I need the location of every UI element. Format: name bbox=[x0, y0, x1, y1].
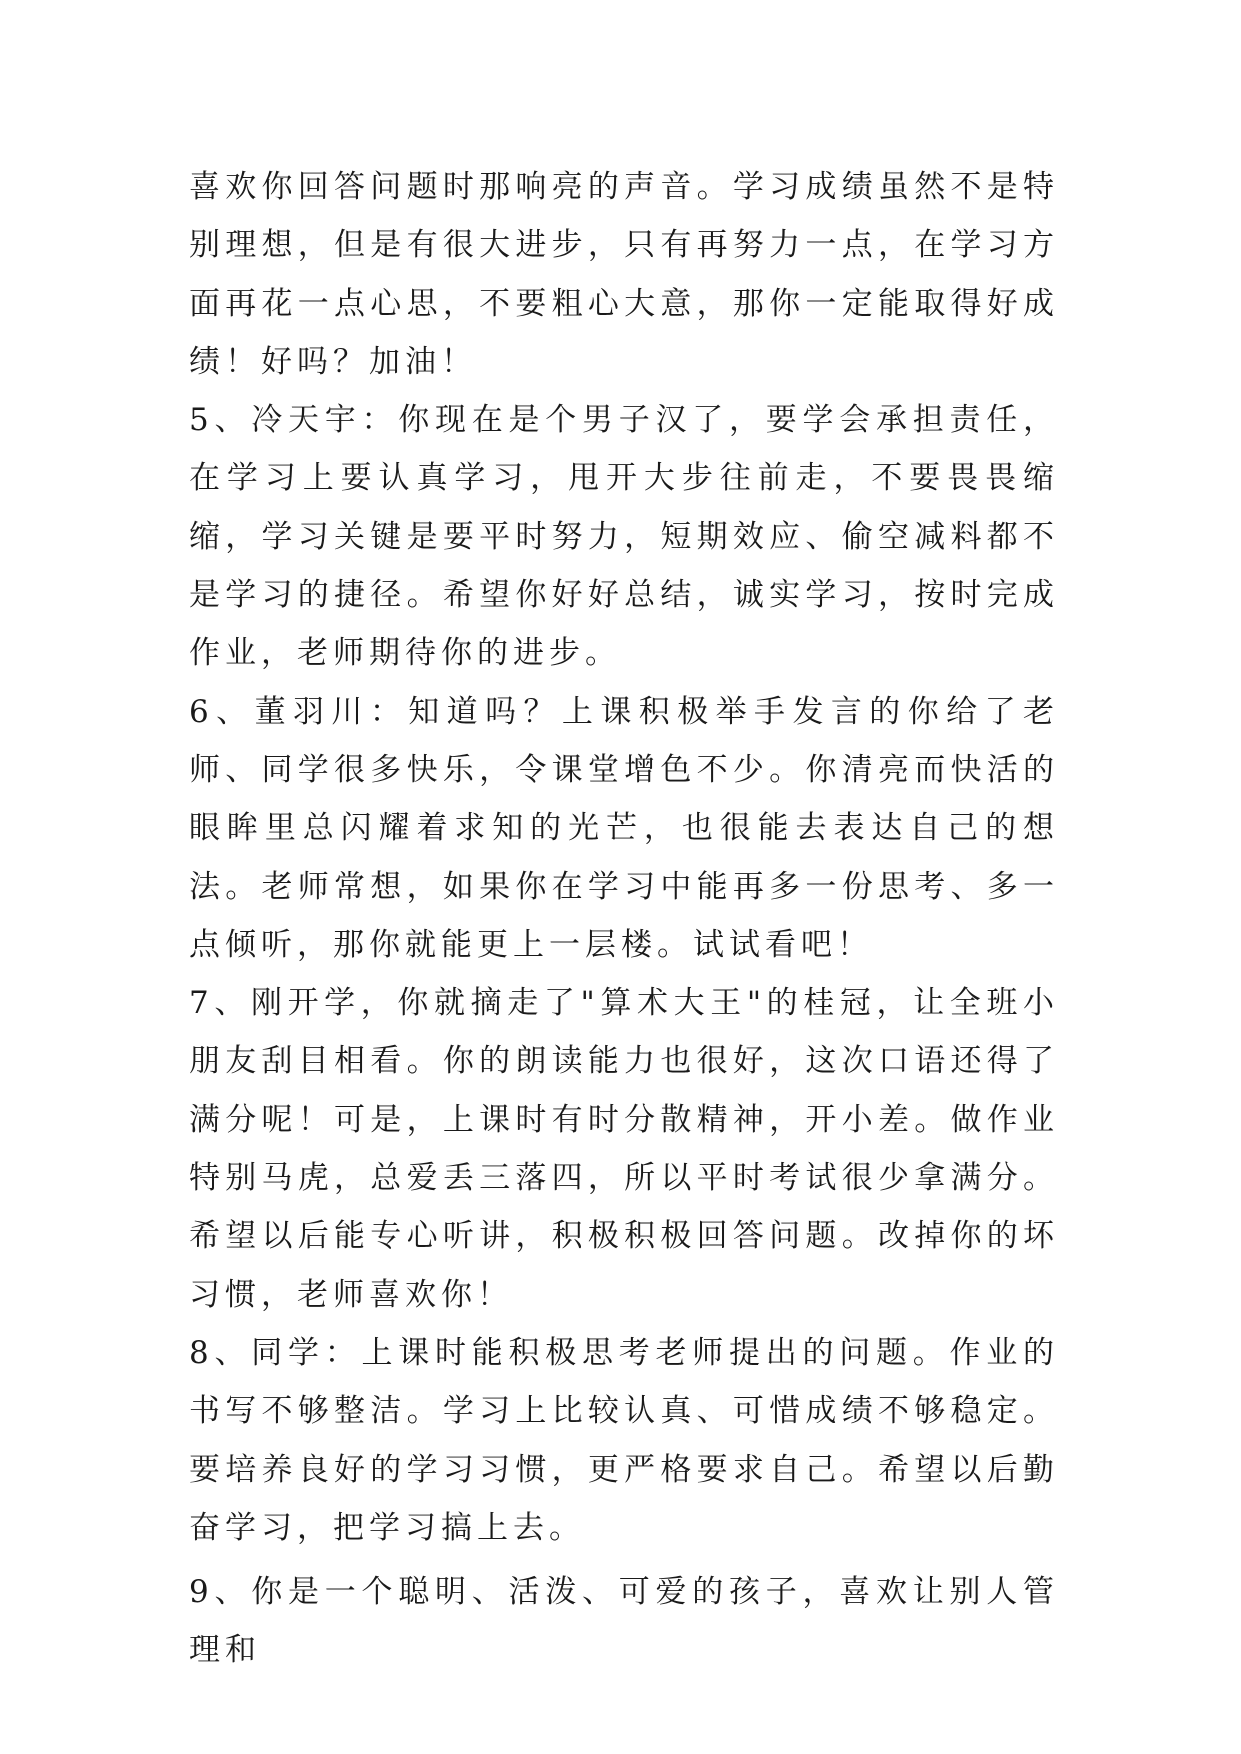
paragraph-item-6: 6、董羽川：知道吗？上课积极举手发言的你给了老师、同学很多快乐，令课堂增色不少。你清亮而快活的眼眸里总闪耀着求知的光芒，也很能去表达自己的想法。老师常想，如果你在学习中能再多一份思考、多一点倾听，那你就能更上一层楼。试试看吧！ bbox=[189, 693, 1059, 963]
paragraph-continuation: 喜欢你回答问题时那响亮的声音。学习成绩虽然不是特别理想，但是有很大进步，只有再努力一点，在学习方面再花一点心思，不要粗心大意，那你一定能取得好成绩！好吗？加油！ bbox=[189, 169, 1059, 380]
document-body bbox=[189, 158, 1059, 1680]
paragraph-item-7: 7、刚开学，你就摘走了"算术大王"的桂冠，让全班小朋友刮目相看。你的朗读能力也很好，这次口语还得了满分呢！可是，上课时有时分散精神，开小差。做作业特别马虎，总爱丢三落四，所以平时考试很少拿满分。希望以后能专心听讲，积极积极回答问题。改掉你的坏习惯，老师喜欢你！ bbox=[189, 985, 1059, 1313]
paragraph-item-9: 9、你是一个聪明、活泼、可爱的孩子，喜欢让别人管理和 bbox=[189, 1574, 1059, 1669]
paragraph-item-5: 5、冷天宇：你现在是个男子汉了，要学会承担责任，在学习上要认真学习，甩开大步往前走，不要畏畏缩缩，学习关键是要平时努力，短期效应、偷空减料都不是学习的捷径。希望你好好总结，诚实学习，按时完成作业，老师期待你的进步。 bbox=[189, 402, 1059, 672]
paragraph-item-8: 8、同学：上课时能积极思考老师提出的问题。作业的书写不够整洁。学习上比较认真、可惜成绩不够稳定。要培养良好的学习习惯，更严格要求自己。希望以后勤奋学习，把学习搞上去。 bbox=[189, 1334, 1059, 1546]
